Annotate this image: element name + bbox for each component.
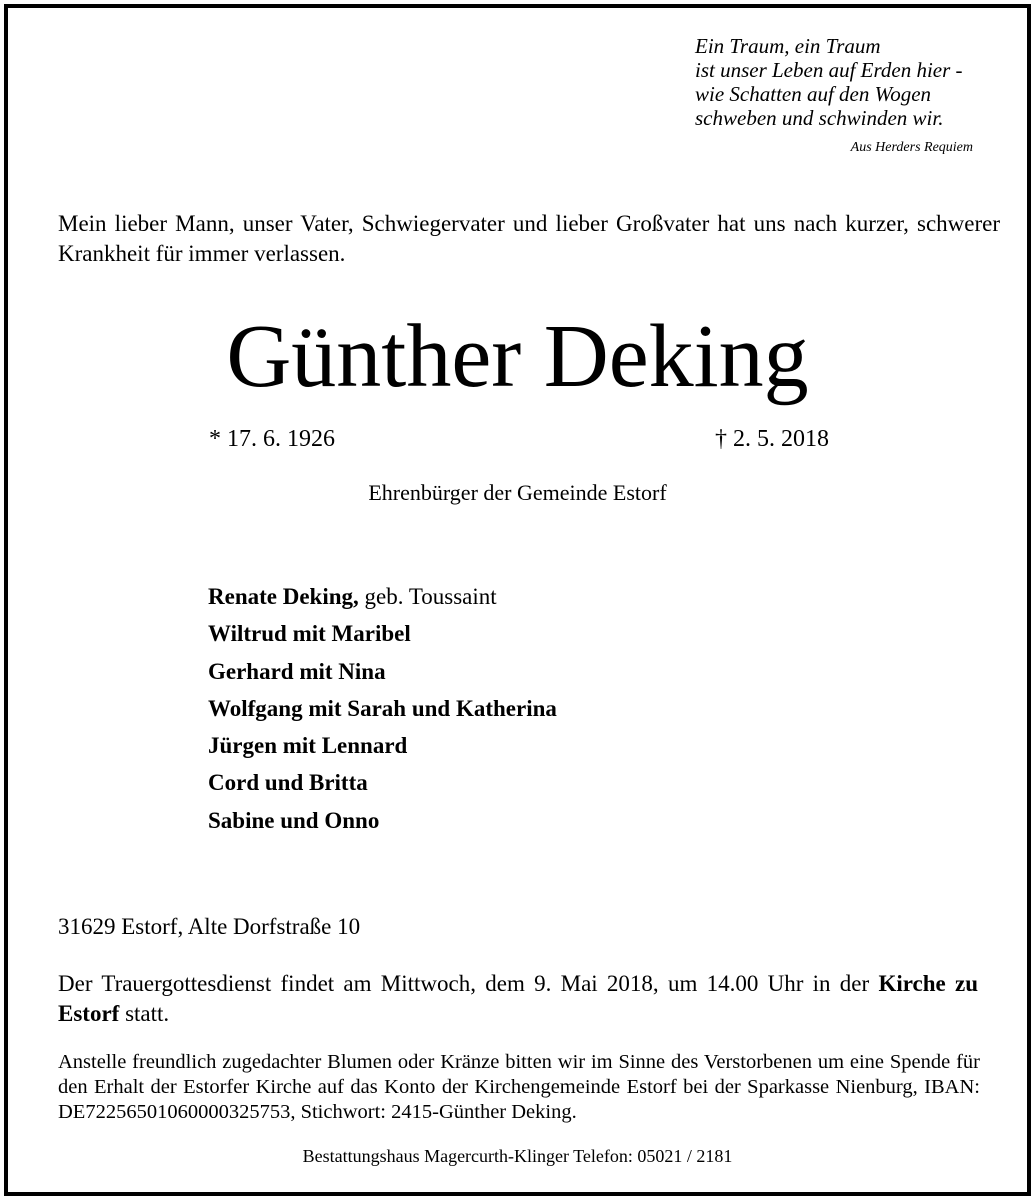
family-member-name: Wolfgang mit Sarah und Katherina <box>208 695 557 721</box>
family-member-name: Gerhard mit Nina <box>208 658 386 684</box>
funeral-home-footer: Bestattungshaus Magercurth-Klinger Telefon: 05021 / 2181 <box>302 1146 733 1166</box>
family-member <box>208 764 557 801</box>
poem <box>695 34 963 130</box>
family-member-note: geb. Toussaint <box>358 584 497 609</box>
address: 31629 Estorf, Alte Dorfstraße 10 <box>58 914 361 939</box>
birth-date: * 17. 6. 1926 <box>209 426 335 452</box>
deceased-name: Günther Deking <box>226 307 809 406</box>
service-location: Kirche zu Estorf <box>58 971 978 1026</box>
family-member-name: Renate Deking, <box>208 584 359 609</box>
service-text: Der Trauergottesdienst findet am Mittwoch, dem 9. Mai 2018, um 14.00 Uhr in der <box>58 971 879 996</box>
family-member-name: Cord und Britta <box>208 770 368 796</box>
poem-line: Ein Traum, ein Traum <box>695 34 881 58</box>
family-member-name: Wiltrud mit Maribel <box>208 621 411 647</box>
death-date: † 2. 5. 2018 <box>715 426 829 452</box>
service-text-end: statt. <box>119 1001 170 1026</box>
poem-line: schweben und schwinden wir. <box>695 106 944 130</box>
family-member <box>208 615 557 652</box>
family-member-name: Jürgen mit Lennard <box>208 733 408 759</box>
family-member <box>208 690 557 727</box>
family-list <box>208 578 557 839</box>
family-member-name: Sabine und Onno <box>208 807 380 833</box>
family-member <box>208 727 557 764</box>
poem-line: wie Schatten auf den Wogen <box>695 82 932 106</box>
honor-title: Ehrenbürger der Gemeinde Estorf <box>368 480 667 505</box>
poem-line: ist unser Leben auf Erden hier - <box>695 58 963 82</box>
family-member <box>208 653 557 690</box>
family-member <box>208 578 557 615</box>
intro-text: Mein lieber Mann, unser Vater, Schwiegervater und lieber Großvater hat uns nach kurzer, schwerer Krankheit für immer verlassen. <box>58 211 1000 266</box>
service-notice <box>58 969 978 1029</box>
family-member <box>208 802 557 839</box>
poem-source: Aus Herders Requiem <box>850 140 973 155</box>
donation-notice: Anstelle freundlich zugedachter Blumen oder Kränze bitten wir im Sinne des Verstorbenen um eine Spende für den Erhalt der Estorfer Kirche auf das Konto der Kirchengemeinde Estorf bei der Sparkasse Nienburg, IBAN: DE72256501060000325753, Stichwort: 2415-Günther Deking. <box>58 1051 980 1123</box>
